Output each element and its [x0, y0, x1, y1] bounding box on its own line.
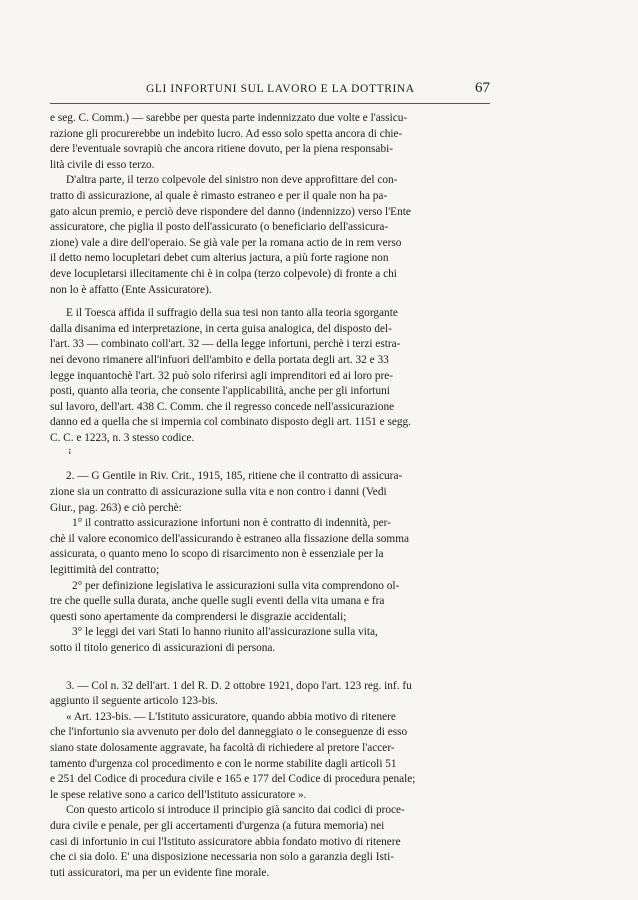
text-line: D'altra parte, il terzo colpevole del sinistro non deve approfittare del con-: [66, 174, 398, 187]
text-line: casi di infortunio in cui l'Istituto assicuratore abbia fondato motivo di ritenere: [50, 835, 401, 848]
text-line: deve locupletarsi illecitamente chi è in colpa (terzo colpevole) di fronte a chi: [50, 267, 397, 280]
text-line: 2° per definizione legislativa le assicurazioni sulla vita comprendono ol-: [72, 579, 400, 592]
text-line: dalla disanima ed interpretazione, in certa guisa analogica, del disposto del-: [50, 322, 392, 335]
text-line: non lo è affatto (Ente Assicuratore).: [50, 283, 212, 296]
running-title: GLI INFORTUNI SUL LAVORO E LA DOTTRINA: [146, 83, 415, 95]
text-line: lità civile di esso terzo.: [50, 158, 155, 171]
text-line: l'art. 33 — combinato coll'art. 32 — della legge infortuni, perchè i terzi estra-: [50, 338, 401, 351]
text-line: e seg. C. Comm.) — sarebbe per questa parte indennizzato due volte e l'assicu-: [50, 112, 408, 124]
paragraph-third-party: [50, 173, 490, 298]
text-line: zione) vale a dire dell'operaio. Se già vale per la romana actio de in rem verso: [50, 236, 402, 249]
section-heading-line: 3. — Col n. 32 dell'art. 1 del R. D. 2 ottobre 1921, dopo l'art. 123 reg. inf. fu: [66, 679, 412, 692]
page-body: [50, 111, 490, 881]
text-line: tuti assicuratori, ma per un evidente fine morale.: [50, 866, 270, 879]
text-line: sul lavoro, dell'art. 438 C. Comm. che il regresso concede nell'assicurazione: [50, 400, 395, 413]
text-line: 3° le leggi dei vari Stati lo hanno riunito all'assicurazione sulla vita,: [72, 626, 378, 639]
paragraph-toesca: [50, 306, 490, 446]
quote-line: tamento d'urgenza col procedimento e con le norme stabilite dagli articoli 51: [50, 757, 397, 770]
quote-line: e 251 del Codice di procedura civile e 165 e 177 del Codice di procedura penale;: [50, 773, 416, 786]
text-line: tre che quelle sulla durata, anche quelle sugli eventi della vita umana e fra: [50, 595, 385, 608]
text-line: chè il valore economico dell'assicurando è estraneo alla fissazione della somma: [50, 532, 410, 545]
text-line: dura civile e penale, per gli accertamenti d'urgenza (a futura memoria) nei: [50, 819, 385, 832]
text-line: zione sia un contratto di assicurazione sulla vita e non contro i danni (Vedi: [50, 486, 387, 499]
text-line: legittimità del contratto;: [50, 564, 160, 577]
text-line: nei devono rimanere all'infuori dell'ambito e della portata degli art. 32 e 33: [50, 353, 389, 366]
section-2: [50, 469, 490, 656]
text-line: E il Toesca affida il suffragio della sua tesi non tanto alla teoria sgorgante: [66, 307, 398, 320]
text-line: tratto di assicurazione, al quale è rimasto estraneo e per il quale non ha pa-: [50, 189, 388, 202]
stray-print-mark: ꜟ: [68, 447, 72, 460]
section-heading-line: 2. — G Gentile in Riv. Crit., 1915, 185, ritiene che il contratto di assicura-: [66, 470, 403, 483]
text-line: razione gli procurerebbe un indebito lucro. Ad esso solo spetta ancora di chie-: [50, 127, 403, 140]
text-line: dere l'eventuale sovrapiù che ancora ritiene dovuto, per la piena responsabi-: [50, 143, 393, 156]
page-number: 67: [475, 80, 490, 96]
text-line: sotto il titolo generico di assicurazioni di persona.: [50, 642, 276, 654]
header-rule: [50, 103, 490, 104]
text-line: 1° il contratto assicurazione infortuni non è contratto di indennità, per-: [72, 517, 391, 530]
text-line: assicurata, o quanto meno lo scopo di risarcimento non è essenziale per la: [50, 548, 384, 561]
text-line: questi sono apertamente da comprendersi le disgrazie accidentali;: [50, 610, 347, 623]
paragraph-continuation: [50, 111, 490, 173]
quote-line: siano state dolosamente aggravate, ha facoltà di richiedere al pretore l'accer-: [50, 741, 395, 754]
text-line: Con questo articolo si introduce il principio già sancito dai codici di proce-: [66, 804, 405, 817]
text-line: posti, quanto alla teoria, che consente l'applicabilità, anche per gli infortuni: [50, 385, 390, 398]
quote-line: « Art. 123-bis. — L'Istituto assicuratore, quando abbia motivo di ritenere: [66, 710, 396, 723]
page-header: [50, 80, 490, 102]
text-line: Giur., pag. 263) e ciò perchè:: [50, 501, 182, 514]
section-3: [50, 679, 490, 882]
text-line: gato alcun premio, e perciò deve rispondere del danno (indennizzo) verso l'Ente: [50, 205, 411, 218]
text-line: C. C. e 1223, n. 3 stesso codice.: [50, 431, 195, 444]
text-line: il detto nemo locupletari debet cum alterius jactura, a più forte ragione non: [50, 252, 389, 265]
text-line: legge inquantochè l'art. 32 può solo riferirsi agli imprenditori ed ai loro pre-: [50, 369, 394, 382]
quote-line: le spese relative sono a carico dell'Istituto assicuratore ».: [50, 788, 307, 801]
text-line: danno ed a quella che si impernia col combinato disposto degli art. 1151 e segg.: [50, 416, 411, 429]
quote-line: che l'infortunio sia avvenuto per dolo del danneggiato o le conseguenze di esso: [50, 726, 408, 739]
text-line: aggiunto il seguente articolo 123-bis.: [50, 695, 218, 708]
text-line: che ci sia dolo. E' una disposizione necessaria non solo a garanzia degli Isti-: [50, 851, 394, 864]
text-line: assicuratore, che piglia il posto dell'assicurato (o beneficiario dell'assicura-: [50, 221, 389, 234]
